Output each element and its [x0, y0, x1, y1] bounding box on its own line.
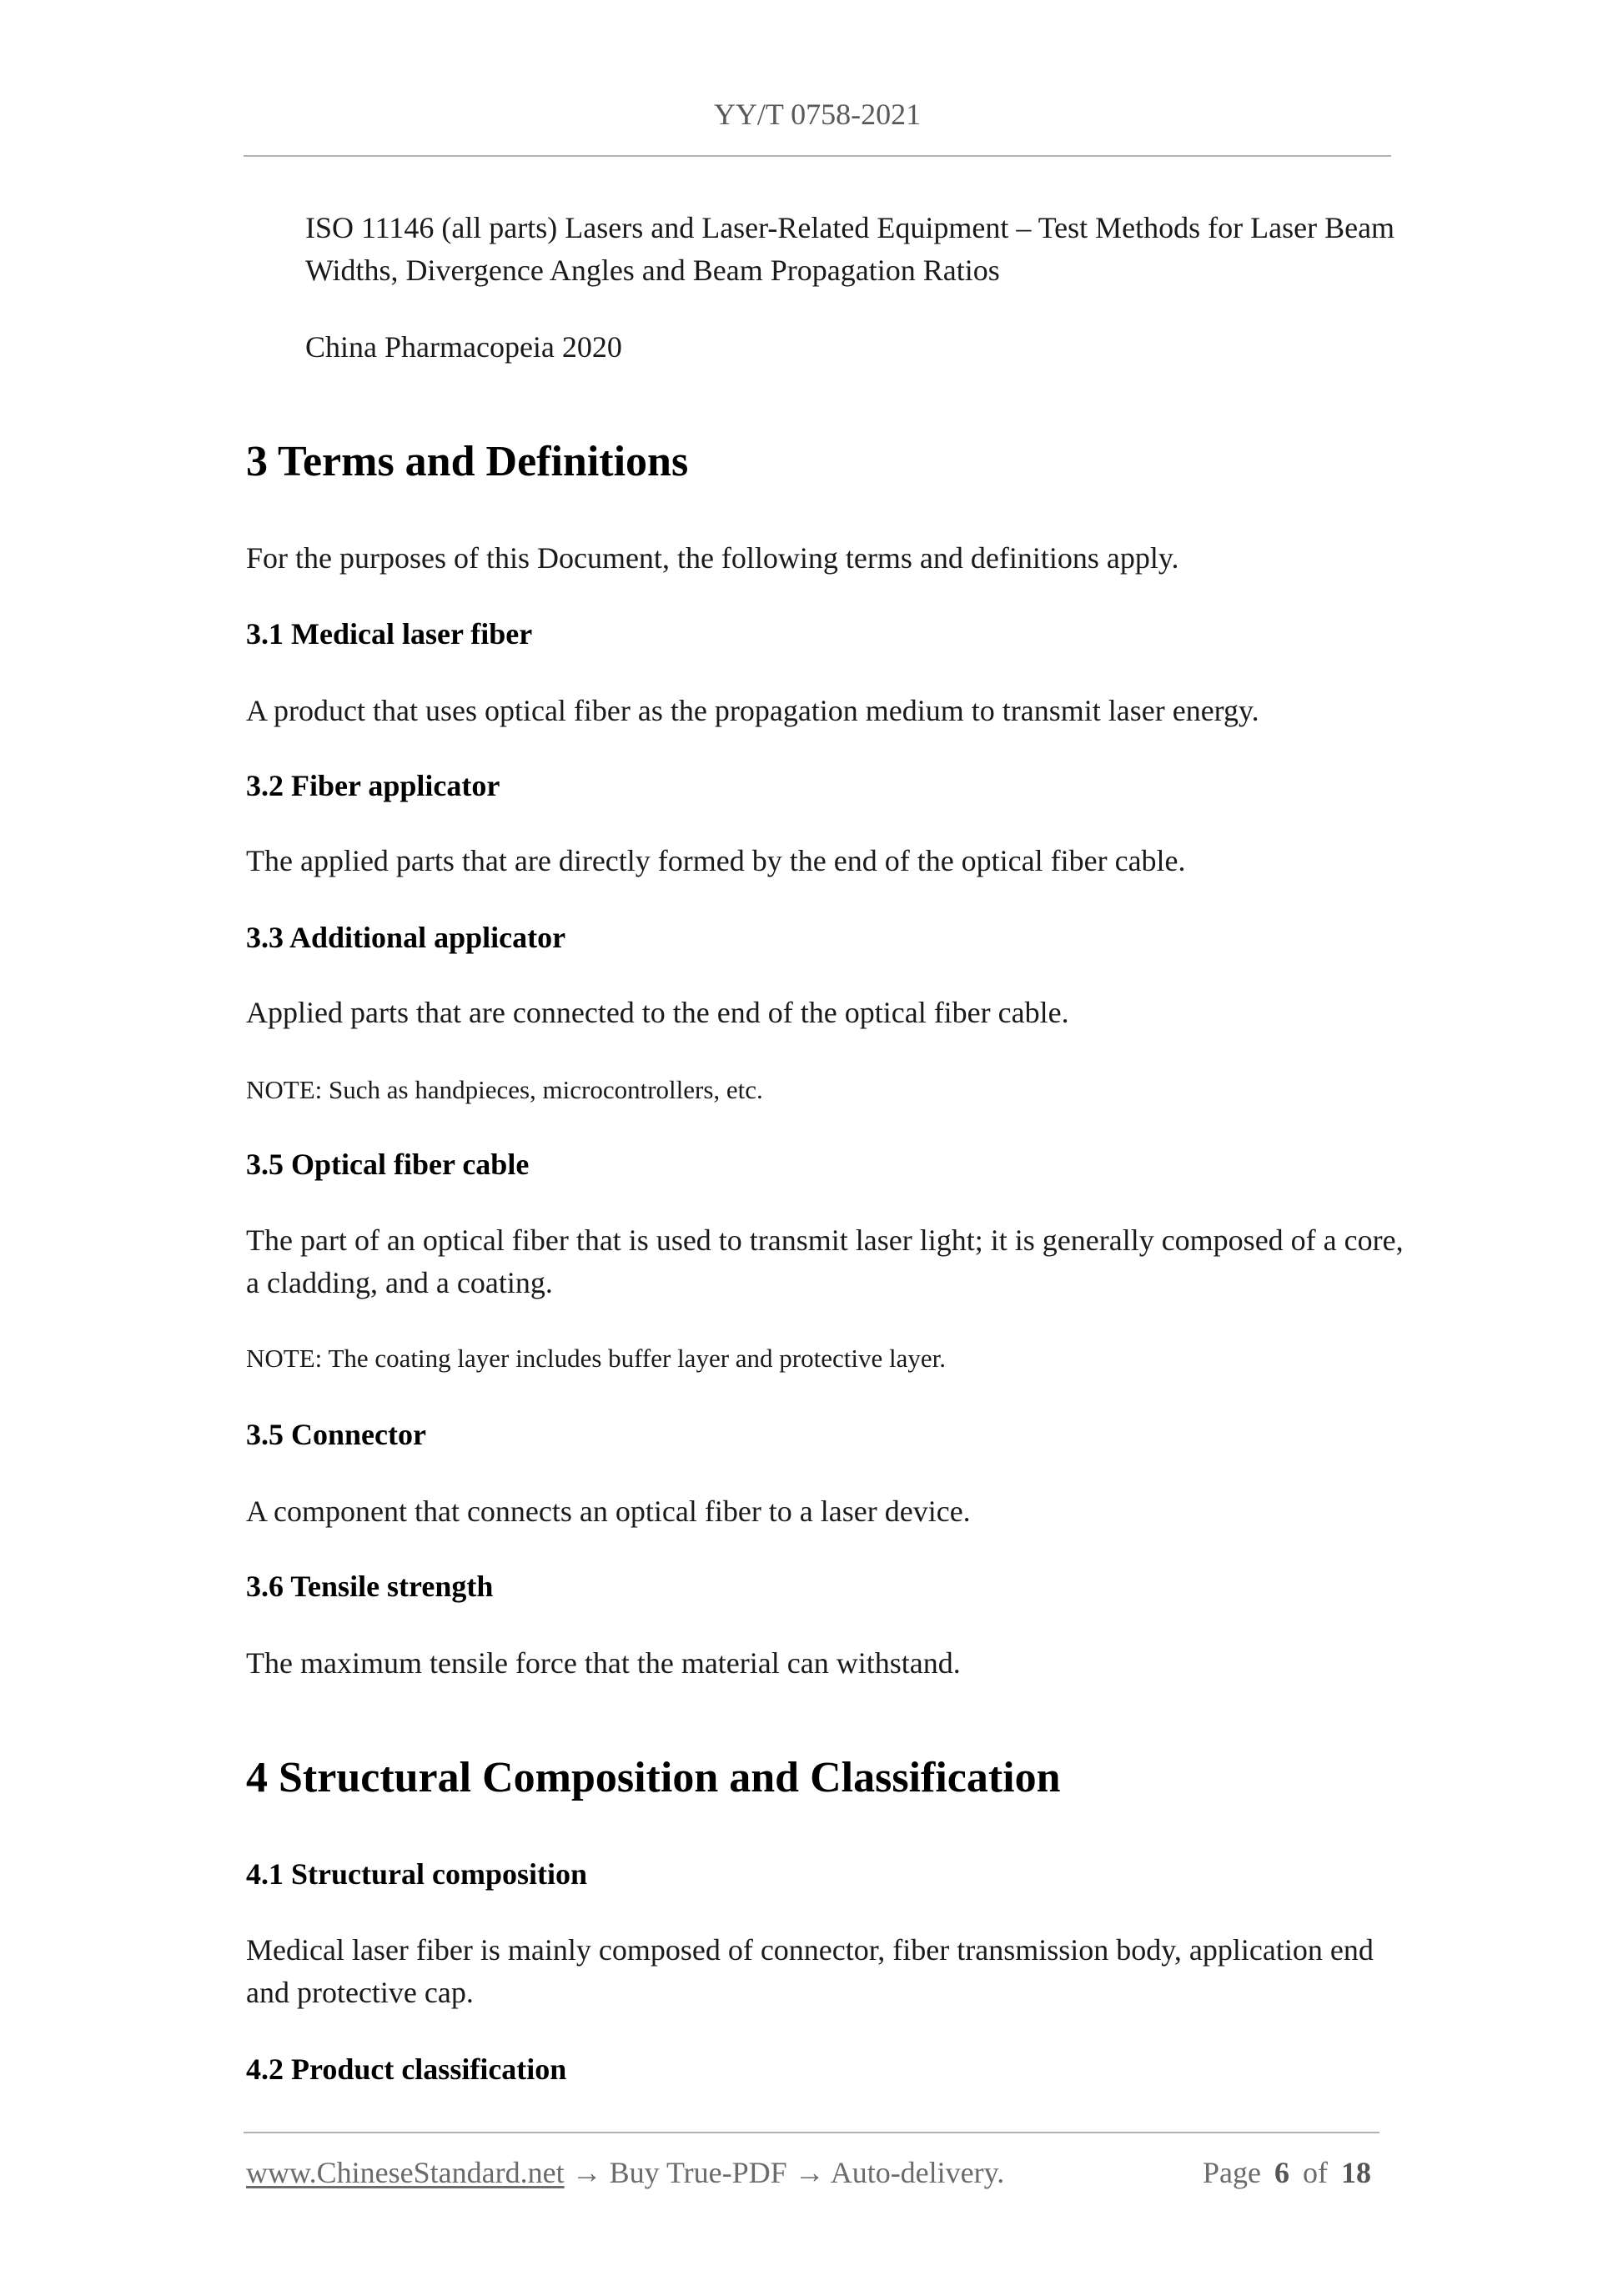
page-label: Page — [1203, 2156, 1261, 2189]
term-definition: The applied parts that are directly formed by the end of the optical fiber cable. — [246, 844, 1186, 877]
definition-line: a cladding, and a coating. — [246, 1266, 553, 1299]
reference-line: ISO 11146 (all parts) Lasers and Laser-Related Equipment – Test Methods for Laser Beam — [305, 211, 1395, 244]
term-note: NOTE: The coating layer includes buffer layer and protective layer. — [246, 1344, 946, 1373]
subsection-title: 4.1 Structural composition — [246, 1857, 587, 1891]
section-3-intro: For the purposes of this Document, the following terms and definitions apply. — [246, 541, 1179, 575]
running-header-doc-id: YY/T 0758-2021 — [713, 98, 922, 131]
term-note: NOTE: Such as handpieces, microcontrollers, etc. — [246, 1075, 763, 1104]
body-line: Medical laser fiber is mainly composed of connector, fiber transmission body, application end — [246, 1933, 1374, 1967]
term-title: 3.5 Optical fiber cable — [246, 1148, 530, 1181]
page-current: 6 — [1274, 2156, 1289, 2189]
footer-promo-text: → Buy True-PDF → Auto-delivery. — [571, 2156, 1005, 2189]
body-line: and protective cap. — [246, 1976, 474, 2009]
reference-iso-11146 — [305, 207, 1394, 292]
footer-promo — [246, 2152, 1004, 2194]
page-of-label: of — [1302, 2156, 1328, 2189]
section-3-heading: 3 Terms and Definitions — [246, 438, 689, 485]
definition-line: The part of an optical fiber that is used to transmit laser light; it is generally composed of a core, — [246, 1223, 1404, 1257]
term-title: 3.1 Medical laser fiber — [246, 617, 533, 651]
term-definition: Applied parts that are connected to the end of the optical fiber cable. — [246, 996, 1069, 1029]
site-link[interactable]: www.ChineseStandard.net — [246, 2156, 565, 2189]
section-4-heading: 4 Structural Composition and Classification — [246, 1754, 1061, 1801]
subsection-title: 4.2 Product classification — [246, 2052, 567, 2086]
term-definition: A product that uses optical fiber as the propagation medium to transmit laser energy. — [246, 694, 1259, 727]
subsection-body — [246, 1929, 1374, 2014]
reference-line: Widths, Divergence Angles and Beam Propagation Ratios — [305, 254, 1000, 287]
page-total: 18 — [1340, 2156, 1371, 2189]
term-title: 3.2 Fiber applicator — [246, 769, 500, 802]
term-title: 3.3 Additional applicator — [246, 921, 566, 954]
term-definition — [246, 1219, 1404, 1304]
header-divider — [244, 155, 1391, 157]
term-title: 3.6 Tensile strength — [246, 1570, 494, 1603]
term-definition: The maximum tensile force that the material can withstand. — [246, 1646, 961, 1680]
footer-divider — [244, 2132, 1379, 2133]
page-indicator — [1203, 2152, 1371, 2194]
term-definition: A component that connects an optical fiber to a laser device. — [246, 1495, 971, 1528]
reference-pharmacopeia: China Pharmacopeia 2020 — [305, 330, 622, 364]
term-title: 3.5 Connector — [246, 1418, 426, 1451]
